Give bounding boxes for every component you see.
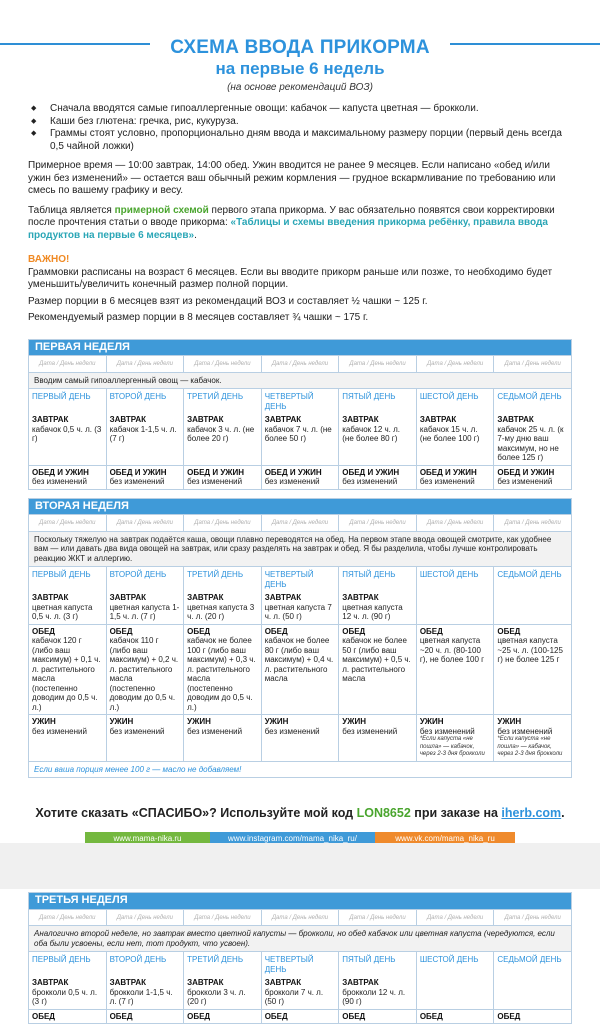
meal-label: ОБЕД <box>342 1011 366 1021</box>
dinner-cell <box>416 715 494 762</box>
dinner-cell <box>29 715 107 762</box>
lunch-cell <box>339 1009 417 1024</box>
text: Таблица является <box>28 204 115 216</box>
lunch-cell <box>416 1009 494 1024</box>
day-label: СЕДЬМОЙ ДЕНЬ <box>494 952 572 977</box>
week2-table <box>28 498 572 779</box>
date-cell[interactable]: Дата / День недели <box>416 356 494 373</box>
meal-label: ЗАВТРАК <box>187 415 224 424</box>
meal-label: ОБЕД <box>264 1011 288 1021</box>
meal-value: без изменений <box>497 477 553 486</box>
day-label: ШЕСТОЙ ДЕНЬ <box>416 389 494 414</box>
meal-label: ОБЕД <box>419 1011 443 1021</box>
bullet-item: ◆ Сначала вводятся самые гипоаллергенные овощи: кабачок — капуста цветная — брокколи. <box>28 103 572 116</box>
meal-value: кабачок не более 100 г (либо ваш максимум) + 0,3 ч. л. растительного масла (постепенно доводим до 0,5 ч. л.) <box>187 636 256 712</box>
table-paragraph <box>28 205 572 243</box>
dinner-cell <box>494 715 572 762</box>
instagram-link[interactable]: www.instagram.com/mama_nika_ru/ <box>210 832 375 846</box>
lunch-cell <box>416 465 494 489</box>
meal-label: ОБЕД И УЖИН <box>187 467 245 477</box>
date-cell[interactable]: Дата / День недели <box>261 356 339 373</box>
meal-value: кабачок 15 ч. л. (не более 100 г) <box>419 424 480 443</box>
important-label: ВАЖНО! <box>28 254 70 265</box>
vk-link[interactable]: www.vk.com/mama_nika_ru <box>375 832 515 846</box>
breakfast-cell <box>494 976 572 1009</box>
breakfast-cell <box>261 413 339 465</box>
meal-value: брокколи 3 ч. л. (20 г) <box>187 987 246 1006</box>
meal-value: без изменений <box>109 726 165 736</box>
dinner-cell <box>184 715 262 762</box>
day-label: ВТОРОЙ ДЕНЬ <box>106 567 184 592</box>
meal-label: ЗАВТРАК <box>109 415 147 424</box>
day-label: ВТОРОЙ ДЕНЬ <box>106 952 184 977</box>
meal-label: ОБЕД И УЖИН <box>32 467 89 477</box>
meal-label: ОБЕД <box>187 626 211 636</box>
lunch-cell <box>29 624 107 715</box>
week2-footer: Если ваша порция менее 100 г — масло не добавляем! <box>29 761 572 778</box>
date-cell[interactable]: Дата / День недели <box>416 515 494 532</box>
page-2 <box>0 889 600 1021</box>
meal-label: ЗАВТРАК <box>187 978 224 987</box>
dinner-cell <box>261 715 339 762</box>
breakfast-cell <box>339 591 417 624</box>
breakfast-cell <box>184 591 262 624</box>
meal-value: без изменений <box>264 726 320 736</box>
week1-intro: Вводим самый гипоаллергенный овощ — кабачок. <box>29 372 572 389</box>
day-label: ВТОРОЙ ДЕНЬ <box>106 389 184 414</box>
schedule-paragraph: Примерное время — 10:00 завтрак, 14:00 обед. Ужин вводится не ранее 9 месяцев. Если написано «обед и/или ужин без изменений» — остается ваш обычный режим кормления — грудное вскармливание по требованию или смесь по вашему графику и весу. <box>28 160 556 196</box>
lunch-cell <box>184 624 262 715</box>
meal-label: УЖИН <box>419 717 444 726</box>
breakfast-cell <box>29 976 107 1009</box>
text: Хотите сказать «СПАСИБО»? Используйте мой код <box>35 806 357 820</box>
date-cell[interactable]: Дата / День недели <box>184 356 262 373</box>
bullet-item: ◆ Граммы стоят условно, пропорционально дням ввода и максимальному размеру порции (первый день всегда 0,5 чайной ложки) <box>28 128 572 153</box>
meal-label: ЗАВТРАК <box>497 415 534 424</box>
week3-intro: Аналогично второй неделе, но завтрак вместо цветной капусты — брокколи, но обед кабачок или цветная капуста (чередуются, если оба были усвоены, если нет, тот продукт, что усвоен). <box>29 926 572 952</box>
meal-value: кабачок 1-1,5 ч. л. (7 г) <box>109 424 177 443</box>
breakfast-cell <box>29 591 107 624</box>
day-label: ПЯТЫЙ ДЕНЬ <box>339 952 417 977</box>
day-label: ТРЕТИЙ ДЕНЬ <box>184 389 262 414</box>
meal-value: кабачок не более 50 г (либо ваш максимум) + 0,5 ч. л. растительного масла <box>342 636 411 683</box>
iherb-link[interactable]: iherb.com <box>501 806 562 820</box>
meal-value: цветная капуста ~25 ч. л. (100-125 г) не более 125 г <box>497 636 563 664</box>
meal-label: ОБЕД <box>419 626 443 636</box>
day-label: ПЯТЫЙ ДЕНЬ <box>339 389 417 414</box>
intro-text <box>0 103 600 325</box>
day-label: ШЕСТОЙ ДЕНЬ <box>416 567 494 592</box>
meal-value: без изменений <box>32 726 87 736</box>
date-cell[interactable]: Дата / День недели <box>339 356 417 373</box>
meal-value: без изменений <box>342 726 398 736</box>
meal-label: УЖИН <box>109 717 134 726</box>
date-cell[interactable]: Дата / День недели <box>106 515 184 532</box>
date-cell[interactable]: Дата / День недели <box>29 356 107 373</box>
lunch-cell <box>339 465 417 489</box>
week2-intro: Поскольку тяжелую на завтрак подаётся каша, овощи плавно переводятся на обед. На первом этапе ввода овощей смотрите, как удобнее вам — или давать два вида овощей на завтрак, или сразу разделять на завтрак и обед. Я бы разделила, чтобы лучше контролировать реакцию ЖКТ и аллергию. <box>29 531 572 567</box>
meal-label: ОБЕД И УЖИН <box>419 467 477 477</box>
meal-label: УЖИН <box>32 717 56 726</box>
date-cell[interactable]: Дата / День недели <box>184 909 262 926</box>
meal-value: без изменений <box>497 726 553 736</box>
meal-label: ЗАВТРАК <box>342 415 379 424</box>
lunch-cell <box>494 624 572 715</box>
lunch-cell <box>29 465 107 489</box>
day-label: ЧЕТВЕРТЫЙ ДЕНЬ <box>261 389 339 414</box>
lunch-cell <box>184 1009 262 1024</box>
meal-label: ЗАВТРАК <box>32 593 69 602</box>
breakfast-cell <box>416 591 494 624</box>
day-label: ШЕСТОЙ ДЕНЬ <box>416 952 494 977</box>
meal-label: ЗАВТРАК <box>264 593 302 602</box>
meal-value: без изменений <box>187 477 243 486</box>
site-link[interactable]: www.mama-nika.ru <box>85 832 210 846</box>
meal-label: ЗАВТРАК <box>264 415 302 424</box>
day-label: ЧЕТВЕРТЫЙ ДЕНЬ <box>261 952 339 977</box>
meal-label: ЗАВТРАК <box>419 415 457 424</box>
meal-value: брокколи 0,5 ч. л. (3 г) <box>32 987 98 1006</box>
dinner-footnote: *Если капуста «не пошла» — кабачок, через 2-3 дня брокколи <box>419 736 485 757</box>
header <box>0 0 600 56</box>
day-label: ПЕРВЫЙ ДЕНЬ <box>29 567 107 592</box>
lunch-cell <box>261 465 339 489</box>
meal-value: без изменений <box>264 477 320 486</box>
meal-label: ЗАВТРАК <box>342 593 379 602</box>
dinner-cell <box>339 715 417 762</box>
day-label: СЕДЬМОЙ ДЕНЬ <box>494 567 572 592</box>
breakfast-cell <box>184 413 262 465</box>
date-cell[interactable]: Дата / День недели <box>494 356 572 373</box>
lunch-cell <box>29 1009 107 1024</box>
day-label: ПЕРВЫЙ ДЕНЬ <box>29 389 107 414</box>
page-gap <box>0 843 600 889</box>
meal-value: без изменений <box>419 477 475 486</box>
meal-label: ОБЕД И УЖИН <box>109 467 167 477</box>
breakfast-cell <box>339 413 417 465</box>
day-label: СЕДЬМОЙ ДЕНЬ <box>494 389 572 414</box>
breakfast-cell <box>106 976 184 1009</box>
day-label: ЧЕТВЕРТЫЙ ДЕНЬ <box>261 567 339 592</box>
meal-label: УЖИН <box>187 717 211 726</box>
breakfast-cell <box>184 976 262 1009</box>
meal-label: ОБЕД И УЖИН <box>264 467 322 477</box>
bullet-item: ◆ Каши без глютена: гречка, рис, кукуруза. <box>28 116 572 129</box>
meal-value: кабачок 0,5 ч. л. (3 г) <box>32 424 102 443</box>
meal-value: кабачок 25 ч. л. (к 7-му дню ваш максимум, но не более 125 г) <box>497 424 564 462</box>
date-cell[interactable]: Дата / День недели <box>339 515 417 532</box>
text: . <box>194 229 197 241</box>
meal-value: кабачок 12 ч. л. (не более 80 г) <box>342 424 401 443</box>
bullet-list <box>28 103 572 153</box>
day-label: ПЕРВЫЙ ДЕНЬ <box>29 952 107 977</box>
meal-value: брокколи 7 ч. л. (50 г) <box>264 987 324 1006</box>
important-line: Граммовки расписаны на возраст 6 месяцев. Если вы вводите прикорм раньше или позже, то необходимо будет уменьшить/увеличить конечный размер полной порции. <box>28 266 553 290</box>
meal-label: ОБЕД <box>109 1011 133 1021</box>
dinner-footnote: *Если капуста «не пошла» — кабачок, через 2-3 дня брокколи <box>497 736 563 757</box>
page-subtitle: на первые 6 недель <box>215 59 385 78</box>
meal-label: ЗАВТРАК <box>109 593 147 602</box>
meal-label: УЖИН <box>342 717 366 726</box>
lunch-cell <box>494 1009 572 1024</box>
text: при заказе на <box>410 806 502 820</box>
day-label: ТРЕТИЙ ДЕНЬ <box>184 567 262 592</box>
meal-value: цветная капуста 12 ч. л. (90 г) <box>342 602 403 621</box>
breakfast-cell <box>261 591 339 624</box>
text: первого этапа прикорма. У вас обязательно появятся свои корректировки после прочтения статьи о вводе прикорма: <box>28 204 555 228</box>
date-cell[interactable]: Дата / День недели <box>416 909 494 926</box>
meal-label: ЗАВТРАК <box>109 978 147 987</box>
breakfast-cell <box>29 413 107 465</box>
day-label: ПЯТЫЙ ДЕНЬ <box>339 567 417 592</box>
meal-label: ОБЕД <box>264 626 288 636</box>
meal-value: без изменений <box>32 477 87 486</box>
meal-label: ОБЕД <box>342 626 366 636</box>
lunch-cell <box>106 1009 184 1024</box>
date-cell[interactable]: Дата / День недели <box>339 909 417 926</box>
meal-label: ОБЕД <box>32 1011 56 1021</box>
meal-value: кабачок 7 ч. л. (не более 50 г) <box>264 424 332 443</box>
meal-label: ОБЕД <box>187 1011 211 1021</box>
date-cell[interactable]: Дата / День недели <box>261 515 339 532</box>
lunch-cell <box>416 624 494 715</box>
meal-value: цветная капуста 7 ч. л. (50 г) <box>264 602 332 621</box>
breakfast-cell <box>106 591 184 624</box>
meal-label: ЗАВТРАК <box>187 593 224 602</box>
lunch-cell <box>261 1009 339 1024</box>
breakfast-cell <box>494 591 572 624</box>
thanks-banner <box>0 806 600 820</box>
date-cell[interactable]: Дата / День недели <box>29 515 107 532</box>
date-cell[interactable]: Дата / День недели <box>106 909 184 926</box>
meal-value: цветная капуста 0,5 ч. л. (3 г) <box>32 602 93 621</box>
week1-table <box>28 339 572 490</box>
important-line: Рекомендуемый размер порции в 8 месяцев составляет ¾ чашки ~ 175 г. <box>28 312 369 323</box>
text: . <box>561 806 565 820</box>
important-line: Размер порции в 6 месяцев взят из рекомендаций ВОЗ и составляет ½ чашки ~ 125 г. <box>28 295 428 307</box>
meal-label: ОБЕД И УЖИН <box>497 467 555 477</box>
lunch-cell <box>106 465 184 489</box>
week2-title: ВТОРАЯ НЕДЕЛЯ <box>29 498 572 515</box>
date-cell[interactable]: Дата / День недели <box>106 356 184 373</box>
date-cell[interactable]: Дата / День недели <box>29 909 107 926</box>
meal-label: ЗАВТРАК <box>32 978 69 987</box>
promo-code: LON8652 <box>356 806 411 820</box>
lunch-cell <box>339 624 417 715</box>
breakfast-cell <box>494 413 572 465</box>
meal-label: ЗАВТРАК <box>32 415 69 424</box>
article-link[interactable]: «Таблицы и схемы введения прикорма ребёнку, правила ввода продуктов на первые 6 месяцев» <box>28 217 548 241</box>
meal-value: кабачок 3 ч. л. (не более 20 г) <box>187 424 255 443</box>
lunch-cell <box>261 624 339 715</box>
week3-table <box>28 892 572 1024</box>
week1-title: ПЕРВАЯ НЕДЕЛЯ <box>29 339 572 356</box>
meal-value: цветная капуста 1-1,5 ч. л. (7 г) <box>109 602 180 621</box>
dinner-cell <box>106 715 184 762</box>
breakfast-cell <box>261 976 339 1009</box>
meal-value: брокколи 1-1,5 ч. л. (7 г) <box>109 987 173 1006</box>
meal-value: цветная капуста 3 ч. л. (20 г) <box>187 602 255 621</box>
meal-value: без изменений <box>419 726 475 736</box>
breakfast-cell <box>416 413 494 465</box>
lunch-cell <box>494 465 572 489</box>
meal-value: кабачок 120 г (либо ваш максимум) + 0,1 ч. л. растительного масла (постепенно доводим до 0,5 ч. л.) <box>32 636 101 712</box>
meal-value: кабачок 110 г (либо ваш максимум) + 0,2 ч. л. растительного масла (постепенно доводим до 0,5 ч. л.) <box>109 636 179 712</box>
date-cell[interactable]: Дата / День недели <box>494 909 572 926</box>
meal-label: ОБЕД <box>497 1011 521 1021</box>
meal-label: ОБЕД <box>32 626 56 636</box>
breakfast-cell <box>106 413 184 465</box>
meal-value: цветная капуста ~20 ч. л. (80-100 г), не более 100 г <box>419 636 485 664</box>
date-cell[interactable]: Дата / День недели <box>184 515 262 532</box>
breakfast-cell <box>416 976 494 1009</box>
meal-label: ОБЕД И УЖИН <box>342 467 400 477</box>
page-title: СХЕМА ВВОДА ПРИКОРМА <box>170 37 430 58</box>
date-cell[interactable]: Дата / День недели <box>494 515 572 532</box>
meal-label: ЗАВТРАК <box>264 978 302 987</box>
meal-value: кабачок не более 80 г (либо ваш максимум) + 0,4 ч. л. растительного масла <box>264 636 334 683</box>
meal-value: без изменений <box>109 477 165 486</box>
day-label: ТРЕТИЙ ДЕНЬ <box>184 952 262 977</box>
page-note: (на основе рекомендаций ВОЗ) <box>227 82 373 93</box>
highlight-text: примерной схемой <box>114 204 209 216</box>
lunch-cell <box>184 465 262 489</box>
meal-label: ОБЕД <box>109 626 133 636</box>
meal-label: УЖИН <box>497 717 522 726</box>
meal-value: без изменений <box>187 726 243 736</box>
meal-label: ОБЕД <box>497 626 521 636</box>
meal-value: брокколи 12 ч. л. (90 г) <box>342 987 406 1006</box>
meal-value: без изменений <box>342 477 398 486</box>
week3-title: ТРЕТЬЯ НЕДЕЛЯ <box>29 893 572 910</box>
lunch-cell <box>106 624 184 715</box>
date-cell[interactable]: Дата / День недели <box>261 909 339 926</box>
meal-label: ЗАВТРАК <box>342 978 379 987</box>
breakfast-cell <box>339 976 417 1009</box>
meal-label: УЖИН <box>264 717 289 726</box>
